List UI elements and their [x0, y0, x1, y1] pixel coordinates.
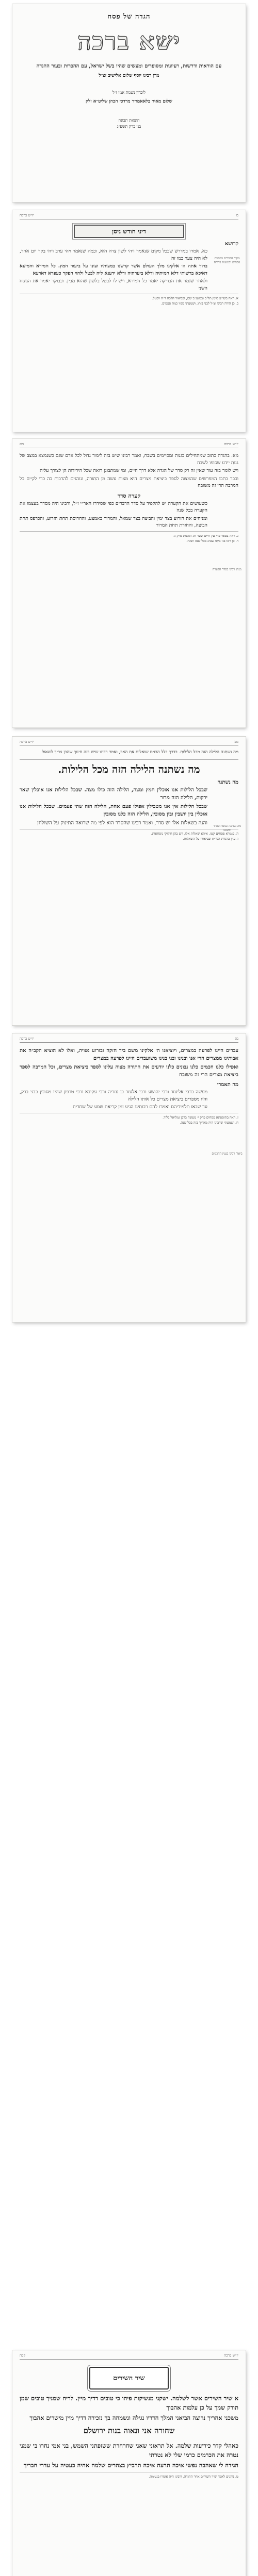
footnote: ה. בגמרא פסחים קטז. איתא שאלות אלו, ויש בהן חילוקי נוסחאות.	[151, 831, 238, 836]
intro-text: מה נשתנה הלילה הזה מכל הלילות. בדרך כלל הבנים שואלים את האב, ואמר רבינו שיש בזה חינוך שהבן צריך לשאול	[42, 750, 238, 755]
paragraph: ויש לומר בזה עוד שאין זה רק סדר של הגדה אלא דרך חיים, ומי שמתבונן רואה שכל הירידות הן לצורך עליה	[40, 468, 238, 473]
running-title: יז״ש ברכה	[20, 1037, 34, 1041]
page-5	[12, 1033, 246, 1322]
page-number: מג	[235, 1037, 238, 1041]
big-heading: מה נשתנה הלילה הזה מכל הלילות.	[58, 762, 200, 775]
body-text-2	[20, 500, 207, 529]
page-number: קכה	[20, 2353, 26, 2358]
paragraph: כשעושים את הקערה יש להקפיד על סדר הדברים כפי שסידרו האר״י ז״ל, ורבינו היה מסדר בעצמו את הקערה בכל שנה	[20, 500, 207, 513]
side-note: מנהג רבינו בסדר הקערה	[212, 568, 242, 571]
paragraph: משכני אחריך נרוצה הביאני המלך חדריו נגילה ונשמחה בך נזכירה דדיך מיין מישרים אהבוך	[29, 2414, 238, 2421]
divider	[20, 759, 238, 760]
page-3	[12, 439, 246, 727]
running-title: יז״ש ברכה	[20, 213, 34, 217]
cover-dedication-name: שלום מאיר בלאאמו״ר מרדכי הכהן שליט״א זלק	[86, 99, 172, 104]
paragraph: א שיר השירים אשר לשלמה. ישקני מנשיקות פיהו כי טובים דדיך מיין. לריח שמניך טובים שמן תורק שמך על כן עלמות אהבוך	[20, 2395, 238, 2411]
footnotes	[20, 294, 238, 307]
paragraph: הגידה לי שאהבה נפשי איכה תרעה איכה תרביץ בצהרים שלמה אהיה כעטיה על עדרי חבריך	[23, 2462, 238, 2469]
big-heading: שחורה אני ונאוה בנות ירושלם	[83, 2426, 175, 2435]
side-note: ביאור רבינו בענין החכמים	[212, 1152, 243, 1156]
side-note: מקור הדברים במסכת פסחים ובמשנה ברורה	[214, 257, 240, 264]
cover-publisher-place: בני ברק תשע״ג	[117, 124, 141, 129]
page-header	[20, 737, 238, 746]
page-number: מא	[20, 442, 24, 446]
body-text	[20, 2394, 238, 2422]
running-title: יז״ש ברכה	[224, 442, 238, 446]
footnote: א. ראה בשו״ע סימן תל״ב ובמשנ״ב שם, ובביאור הלכה ד״ה ויבטל.	[152, 296, 238, 300]
side-note: מה נשתנה בנוסח ספרד ואשכנז	[213, 824, 241, 832]
cover-publisher-name: הוצאת תבונה	[118, 118, 140, 123]
paragraph: כאהלי קדר כיריעות שלמה. אל תראוני שאני שחרחרת ששזפתני השמש, בני אמי נחרו בי שמני נטרה את הכרמים כרמי שלי לא נטרתי	[20, 2442, 238, 2459]
body-text	[20, 248, 207, 292]
paragraph: עד שבאו תלמידיהם ואמרו להם רבותינו הגיע זמן קריאת שמע של שחרית	[73, 1104, 207, 1110]
paragraph: שבכל הלילות אנו אוכלין חמץ ומצה, הלילה הזה כולו מצה. שבכל הלילות אנו אוכלין שאר ירקות, הלילה הזה מרור	[20, 787, 207, 801]
body-text	[20, 786, 207, 827]
section-label: קדושא	[224, 241, 238, 247]
section-label: מה תאמרי	[217, 1082, 238, 1088]
footnote: ח. ושמעתי שרבינו היה מאריך בזה בכל שנה.	[180, 1120, 238, 1125]
paragraph: ואפילו כלנו חכמים כלנו נבונים כלנו יודעים את התורה מצוה עלינו לספר ביציאת מצרים, וכל המרבה לספר ביציאת מצרים הרי זה משובח	[20, 1064, 238, 1078]
paragraph: עבדים היינו לפרעה במצרים, ויוציאנו ה׳ אלקינו משם ביד חזקה ובזרוע נטויה, ואלו לא הוציא הקב״ה את אבותינו ממצרים הרי אנו ובנינו ובני בנינו משועבדים היינו לפרעה במצרים	[20, 1048, 238, 1061]
paragraph: ברוך אתה ה׳ אלקינו מלך העולם אשר קדשנו במצותיו וצונו על ביעור חמץ. כל חמירא וחמיעא דאיכא ברשותי דלא חמיתיה ודלא ביערתיה ודלא ידענא ליה לבטל ולהוי הפקר כעפרא דארעא	[20, 263, 207, 276]
footnotes	[20, 829, 238, 842]
section-label: מה נשתנה	[217, 779, 238, 785]
page-4	[12, 737, 246, 1025]
page-number: מב	[234, 740, 238, 744]
footnote: ד. כן ראו בני ביתו שנהג בכל שנה ושנה.	[186, 538, 238, 543]
footnote: ו. עיין בהגדת הגר״א ובביאורו על השאלות.	[183, 836, 238, 841]
cover-top-title: הגדה של פסח	[107, 13, 151, 21]
footnote: ז. ראה בתוספתא פסחים פרק י׳ מעשה ברבן גמליאל בלוד.	[163, 1115, 238, 1120]
paragraph: והנה בשאלות אלו יש סדר, ואמר רבינו שהסדר הוא לפי מה שרואה התינוק על השולחן	[37, 820, 207, 826]
page-header	[20, 2350, 238, 2360]
footnotes	[20, 2472, 238, 2479]
page-header	[20, 1033, 238, 1043]
cover-subtitle: עם הוראות ודרשות, רעיונות ומסופרים ומעשים שהיו בשל ישראל, עם ההכרות ובעור ההגדה	[36, 63, 222, 69]
page-number: מ	[236, 213, 238, 217]
footnote: ב. כן הורה רבינו זצ״ל לבני ביתו, ושמעתי מפיו כמה פעמים.	[161, 301, 238, 306]
footnote: ט. נוהגים לאמר שיר השירים אחר ההגדה, ורבינו היה אומרו בנעימה.	[149, 2475, 238, 2479]
paragraph: שבכל הלילות אין אנו מטבילין אפילו פעם אחת, הלילה הזה שתי פעמים. שבכל הלילות אנו אוכלין בין יושבין ובין מסובין, הלילה הזה כלנו מסובין	[20, 803, 207, 817]
body-text-2	[20, 1089, 207, 1111]
paragraph: ומניחים את הזרוע בצד ימין והביצה בצד שמאל, והמרור באמצע, והחרוסת תחת הזרוע, והכרפס תחת הביצה, והחזרת תחת המרור	[20, 515, 207, 528]
paragraph: מא. בהגדה כתוב שמתחילים בגנות ומסיימים בשבח, ואמר רבינו שיש בזה לימוד גדול לכל אדם שגם כשנמצא במצב של גנות יידע שסופו לשבח	[20, 453, 238, 466]
section-label: קערה סדר	[117, 492, 141, 499]
footnotes	[20, 531, 238, 544]
section-title-box: דיני חודש ניסן	[74, 225, 184, 238]
cover-dedication-small: לזכרון נשמת אמו ז״ל	[112, 90, 146, 95]
footnotes	[20, 1113, 238, 1126]
paragraph: מעשה ברבי אליעזר ורבי יהושע ורבי אלעזר בן עזריה ורבי עקיבא ורבי טרפון שהיו מסובין בבני ברק, והיו מספרים ביציאת מצרים כל אותו הלילה	[20, 1089, 207, 1102]
running-title: יז״ש ברכה	[20, 740, 34, 744]
body-text	[20, 452, 238, 489]
page-6	[12, 2350, 246, 2576]
running-title: יז״ש ברכה	[224, 2353, 238, 2358]
page-header	[20, 210, 238, 219]
cover-main-title: ישא ברכה	[77, 27, 181, 55]
page-header	[20, 439, 238, 448]
paragraph: ולאחר שגמר את הבדיקה יאמר כל חמירא, ויש לו לבטל בלשון שהוא מבין. ובבוקר יאמר את הנוסח השני	[20, 278, 207, 291]
cover-author: מרן רבינו יוסף שלום אלישיב זצ״ל	[99, 73, 159, 78]
ornament-title: שיר השירים	[89, 2367, 169, 2389]
body-text	[20, 1047, 238, 1079]
cover-page	[12, 4, 246, 202]
paragraph: כא. אמרו במדרש שבכל מקום שנאמר ויהי לשון צרה הוא, ובמה שנאמר ויהי ערב ויהי בקר יום אחד, לא היה צער כמו זה	[20, 248, 207, 261]
body-text-2	[20, 2441, 238, 2470]
footnote: ג. ראה בספר פרי עץ חיים שער חג המצות פרק ג׳.	[172, 533, 238, 538]
paragraph: וכבר כתבו המפרשים שהמצוה לספר ביציאת מצרים היא מצות עשה מן התורה, ונוהגים להרבות בה כדי לקיים כל המרבה הרי זה משובח	[20, 476, 238, 488]
page-2	[12, 210, 246, 432]
cover-publisher	[12, 117, 246, 130]
